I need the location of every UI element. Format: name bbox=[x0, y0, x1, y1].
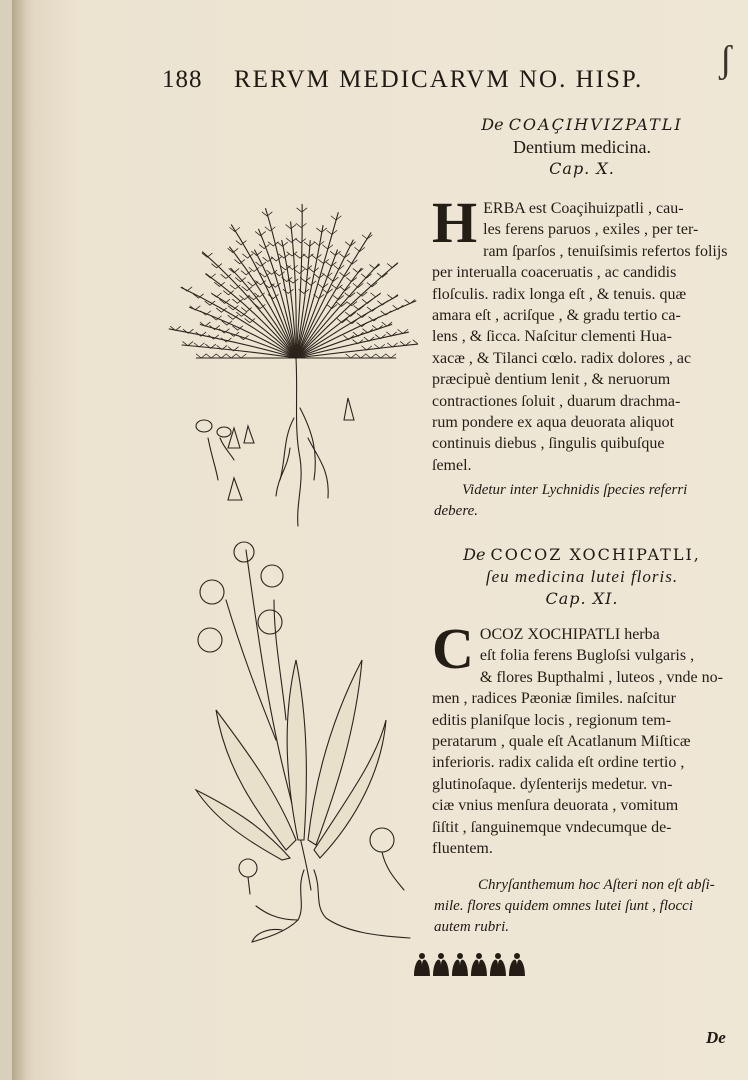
note-line: Chryſanthemum hoc Aſteri non eſt abſi- bbox=[478, 877, 715, 894]
body-line: glutinoſaque. dyſenterijs medetur. vn- bbox=[432, 775, 673, 793]
ornament-dot bbox=[438, 953, 444, 959]
frond-leaflet bbox=[226, 354, 236, 358]
frond-leaflet bbox=[206, 354, 216, 358]
frond-leaflet bbox=[296, 239, 306, 243]
frond-leaflet bbox=[286, 238, 296, 242]
frond-leaflet bbox=[283, 289, 293, 293]
ornament-motif bbox=[414, 960, 430, 976]
frond-leaflet bbox=[265, 227, 275, 231]
chapter-11-title-name: COCOZ XOCHIPATLI, bbox=[490, 545, 701, 564]
body-line: fluentem. bbox=[432, 840, 493, 858]
ornament-motif bbox=[490, 960, 506, 976]
frond-leaflet bbox=[287, 252, 297, 256]
chapter-10-annotation bbox=[432, 480, 732, 522]
chapter-10-caput: Cap. X. bbox=[549, 159, 615, 178]
ornament-dot bbox=[457, 953, 463, 959]
chapter-10 bbox=[432, 114, 732, 522]
frond-leaflet bbox=[288, 266, 298, 270]
chapter-10-heading bbox=[432, 114, 732, 180]
ornament-dot bbox=[514, 953, 520, 959]
frond-leaflet bbox=[268, 242, 278, 246]
frond-leaflet bbox=[346, 354, 356, 358]
chapter-11-subtitle: ſeu medicina lutei floris. bbox=[485, 567, 679, 586]
body-line: xacæ , & Tilanci cœlo. radix dolores , ac bbox=[432, 349, 692, 367]
note-line: mile. flores quidem omnes lutei ſunt , flocci bbox=[434, 898, 693, 915]
printer-ornament bbox=[408, 948, 532, 982]
frond-leaflet bbox=[311, 255, 321, 259]
chapter-11-caput: Cap. XI. bbox=[545, 589, 619, 608]
frond-leaflet bbox=[356, 354, 366, 358]
plant-svg-1 bbox=[168, 108, 418, 528]
body-line: ram ſparſos , tenuiſsimis refertos folijs bbox=[483, 242, 728, 260]
ornament-motif bbox=[471, 960, 487, 976]
body-line: continuis diebus , ſingulis quibuſque bbox=[432, 435, 665, 453]
frond-leaflet bbox=[376, 354, 386, 358]
chapter-11-dropcap: C bbox=[432, 616, 474, 681]
chapter-11-heading bbox=[432, 544, 732, 610]
body-line: OCOZ XOCHIPATLI herba bbox=[479, 626, 660, 643]
body-line: contractiones ſoluit , duarum drachma- bbox=[432, 392, 681, 410]
chapter-10-body bbox=[432, 190, 732, 476]
note-line: autem rubri. bbox=[434, 919, 509, 936]
frond-leaflet bbox=[366, 354, 376, 358]
body-line: floſculis. radix longa eſt , & tenuis. quæ bbox=[432, 285, 687, 303]
ornament-dot bbox=[419, 953, 425, 959]
plant-illustration-coacihuizpatli bbox=[168, 108, 418, 528]
note-line: Videtur inter Lychnidis ſpecies referri bbox=[462, 482, 688, 499]
frond-leaflet bbox=[216, 354, 226, 358]
gutter-shadow bbox=[12, 0, 26, 1080]
body-line: ERBA est Coaçihuizpatli , cau- bbox=[483, 200, 684, 217]
body-line: men , radices Pæoniæ ſimiles. naſcitur bbox=[432, 690, 676, 708]
chapter-11 bbox=[432, 544, 732, 938]
body-line: amara eſt , acriſque , & gradu tertio ca- bbox=[432, 307, 681, 325]
frond-leaflet bbox=[306, 281, 316, 285]
frond-leaflet bbox=[294, 270, 304, 274]
ornament-svg bbox=[408, 948, 532, 982]
page-number: 188 bbox=[162, 66, 203, 93]
frond-leaflet bbox=[236, 354, 246, 358]
body-line: editis planiſque locis , regionum tem- bbox=[432, 711, 672, 729]
chapter-10-subtitle: Dentium medicina. bbox=[513, 137, 651, 157]
ornament-dot bbox=[476, 953, 482, 959]
body-line: ſemel. bbox=[432, 456, 472, 474]
chapter-11-title-prefix: De bbox=[463, 545, 486, 564]
frond-leaflet bbox=[296, 224, 306, 228]
chapter-10-title-prefix: De bbox=[481, 115, 504, 134]
chapter-11-body bbox=[432, 616, 732, 859]
frond-leaflet bbox=[413, 340, 418, 344]
frond-leaflet bbox=[300, 278, 310, 282]
body-line: præcipuè dentium lenit , & neruorum bbox=[432, 371, 671, 389]
body-line: per interualla coaceruatis , ac candidis bbox=[432, 264, 677, 282]
ornament-motif bbox=[433, 960, 449, 976]
frond-leaflet bbox=[259, 245, 269, 249]
body-line: eſt folia ferens Bugloſsi vulgaris , bbox=[479, 647, 695, 665]
frond-leaflet bbox=[263, 257, 273, 261]
ornament-dot bbox=[495, 953, 501, 959]
chapter-11-annotation bbox=[432, 875, 732, 938]
corner-mark: ʃ bbox=[719, 39, 732, 81]
chapter-10-dropcap: H bbox=[432, 190, 478, 255]
body-line: lens , & ſicca. Naſcitur clementi Hua- bbox=[432, 328, 672, 346]
catchword: De bbox=[706, 1028, 726, 1047]
body-line: ciæ vnius menſura deuorata , vomitum bbox=[432, 797, 679, 815]
body-line: & flores Bupthalmi , luteos , vnde no- bbox=[479, 668, 723, 686]
frond-leaflet bbox=[386, 354, 396, 358]
body-line: rum pondere ex aqua deuorata aliquot bbox=[432, 414, 675, 432]
ornament-motif bbox=[509, 960, 525, 976]
chapter-10-title-name: COAÇIHVIZPATLI bbox=[508, 115, 683, 134]
frond-leaflet bbox=[309, 268, 319, 272]
running-head: RERVM MEDICARVM NO. HISP. bbox=[234, 66, 644, 93]
body-line: les ferens paruos , exiles , per ter- bbox=[483, 221, 699, 239]
plant-illustration-cocoz-xochipatli bbox=[186, 540, 414, 950]
frond-leaflet bbox=[196, 354, 206, 358]
ornament-motif bbox=[452, 960, 468, 976]
body-line: ſiſtit , ſanguinemque vndecumque de- bbox=[432, 818, 672, 836]
body-line: inferioris. radix calida eſt ordine tertio , bbox=[432, 754, 685, 772]
page-header bbox=[162, 66, 662, 100]
plant-svg-2 bbox=[186, 540, 414, 950]
note-line: debere. bbox=[434, 503, 479, 520]
body-line: peratarum , quale eſt Acatlanum Miſticæ bbox=[432, 733, 691, 751]
